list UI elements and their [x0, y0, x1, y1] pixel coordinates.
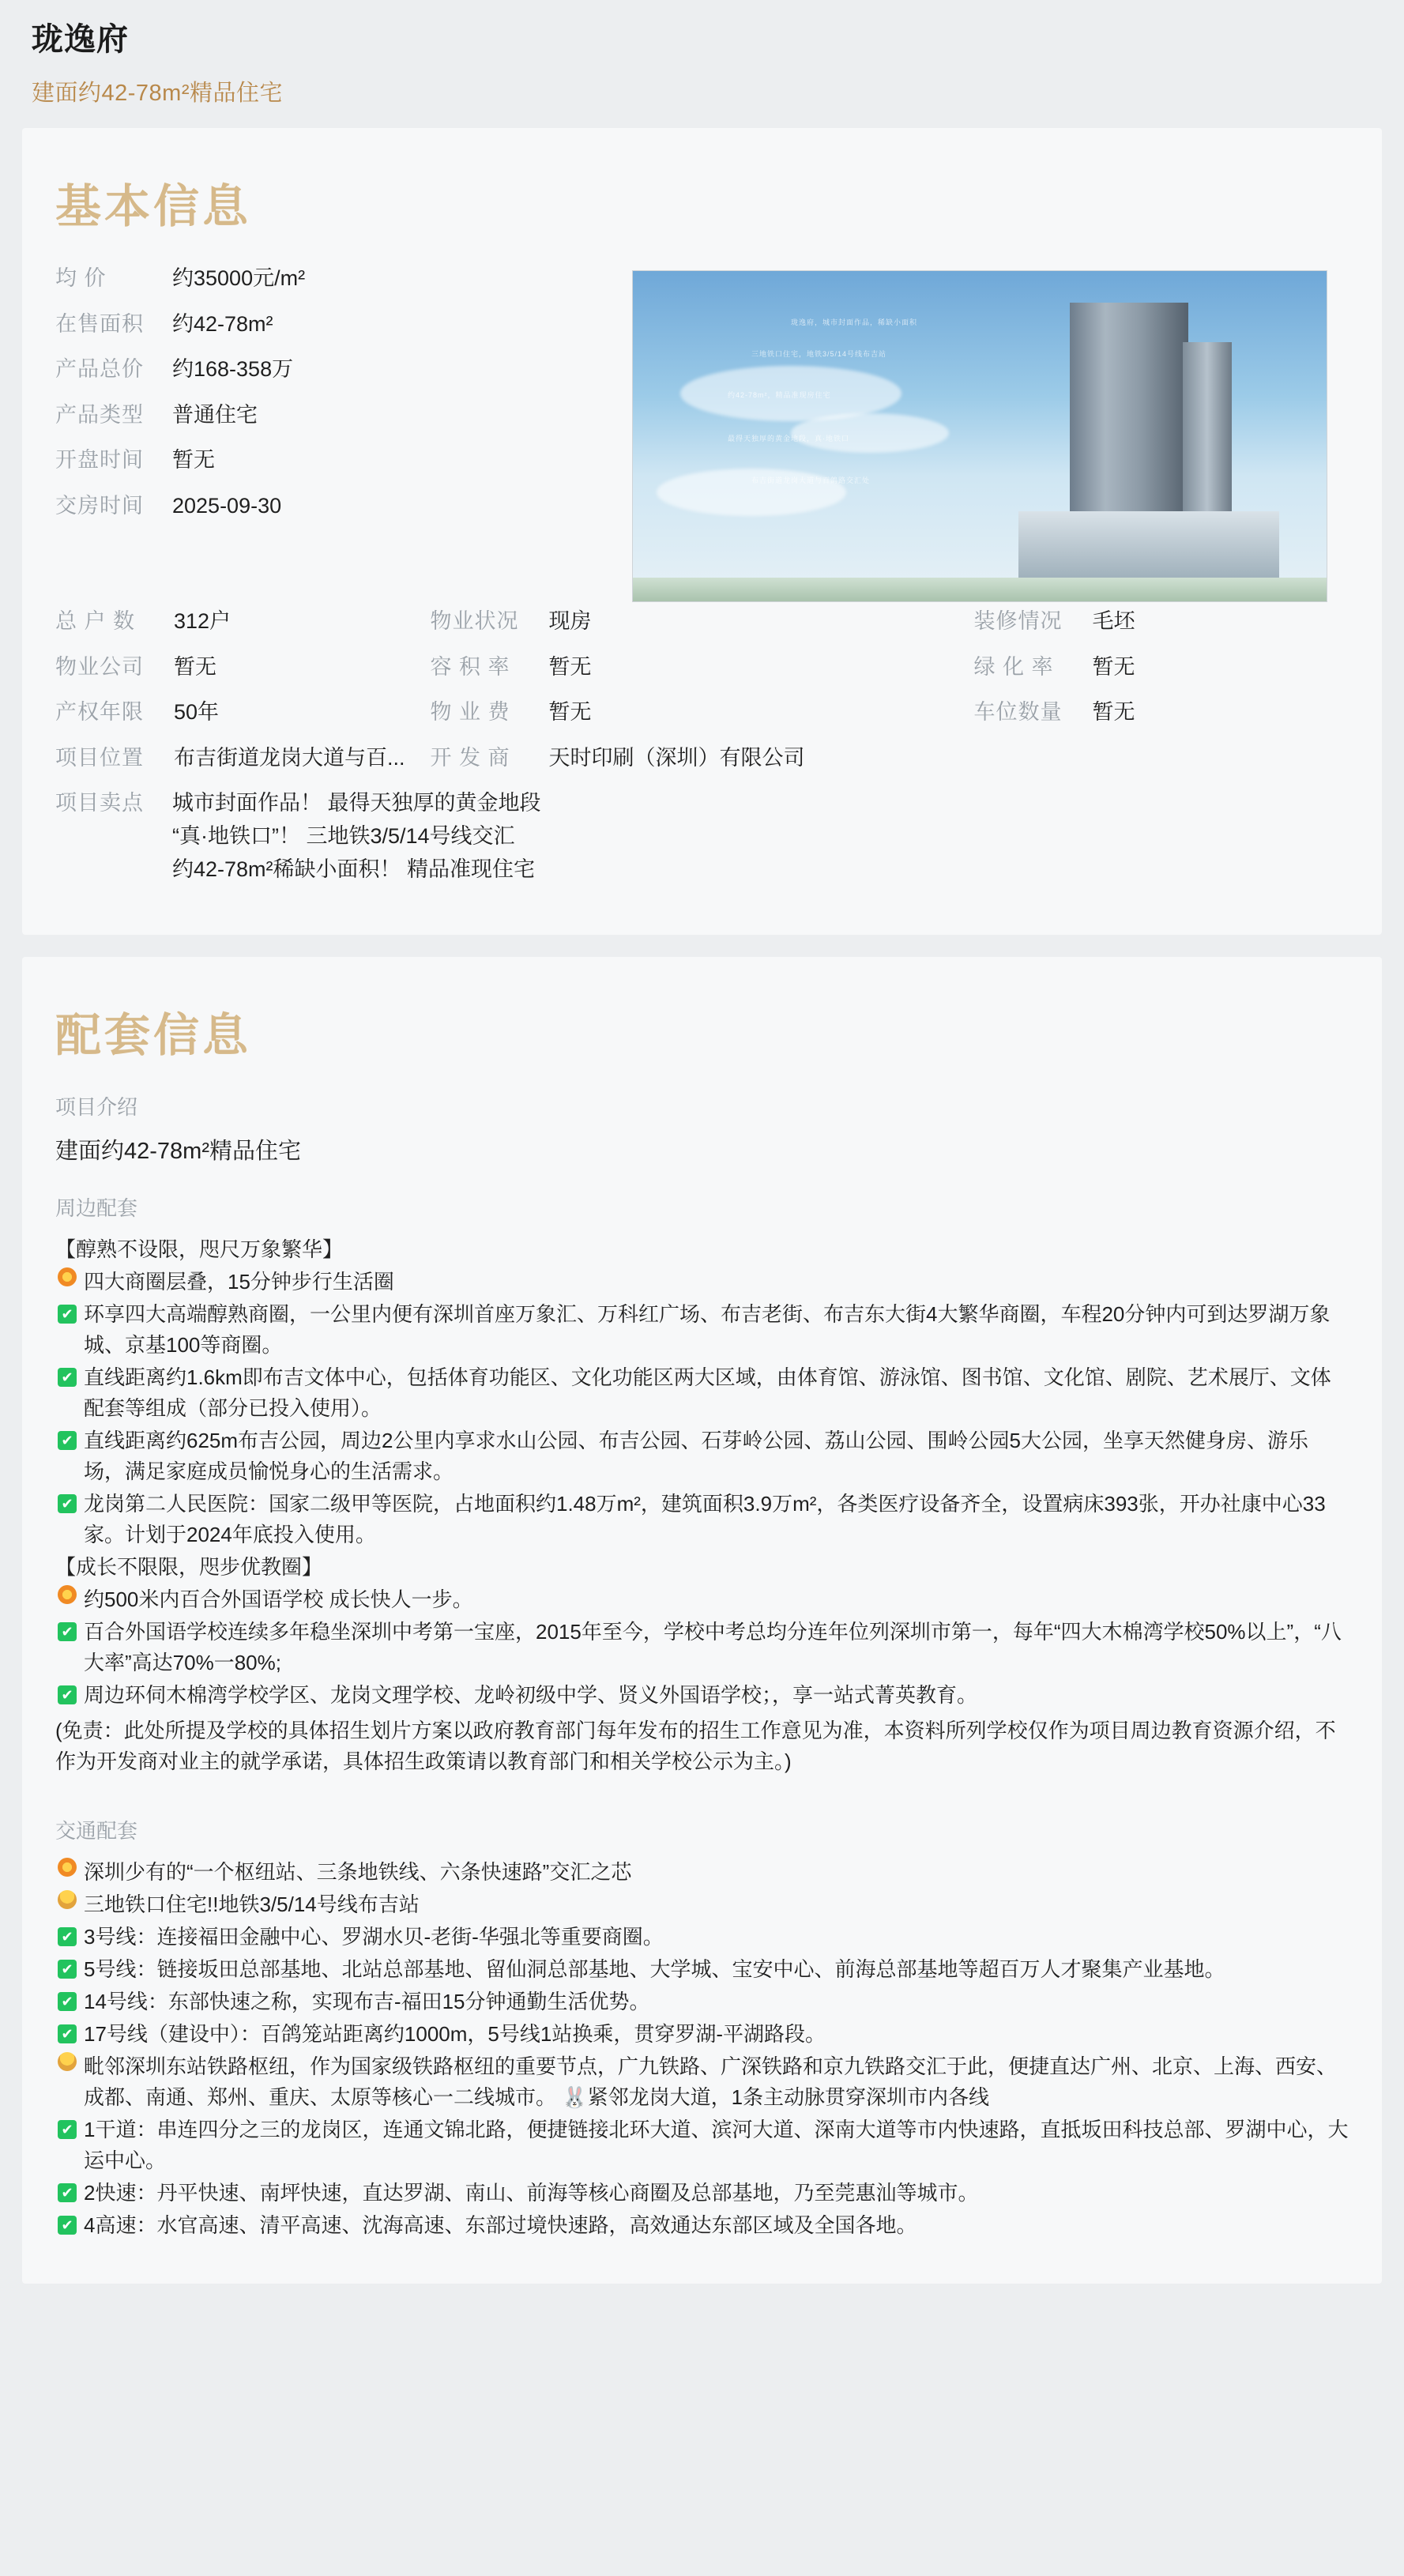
- list-item-text: 四大商圈层叠，15分钟步行生活圈: [84, 1269, 394, 1294]
- list-item: [55, 1922, 1349, 1953]
- list-item-text: 约500米内百合外国语学校 成长快人一步。: [84, 1587, 473, 1611]
- info-row: [55, 605, 431, 638]
- check-icon: ✔: [55, 1299, 79, 1328]
- list-item-text: 4高速：水官高速、清平高速、沈海高速、东部过境快速路，高效通达东部区域及全国各地。: [84, 2213, 917, 2237]
- info-value: 天时印刷（深圳）有限公司: [548, 745, 805, 770]
- grid-column: [431, 605, 974, 787]
- list-item: [55, 1299, 1349, 1361]
- info-value: 暂无: [172, 448, 215, 472]
- rendering-annotation: 珑逸府，城市封面作品，稀缺小面积: [791, 318, 918, 326]
- sell-points-value: [172, 787, 541, 887]
- info-row: [974, 651, 1349, 684]
- list-item: [55, 1987, 1349, 2017]
- check-icon: ✔: [55, 1489, 79, 1517]
- ground-shape: [633, 578, 1327, 601]
- list-item: [55, 1954, 1349, 1985]
- around-facility-label: 周边配套: [55, 1196, 138, 1220]
- basic-info-title: 基本信息: [55, 181, 252, 232]
- list-item-text: 环享四大高端醇熟商圈，一公里内便有深圳首座万象汇、万科红广场、布吉老街、布吉东大街4大繁华商圈，车程20分钟内可到达罗湖万象城、京基100等商圈。: [84, 1301, 1331, 1357]
- facility-info-card: [22, 957, 1382, 2284]
- info-value: 暂无: [548, 700, 592, 724]
- info-value: 约35000元/m²: [172, 266, 306, 290]
- list-item: [55, 1489, 1349, 1550]
- list-item-text: 14号线：东部快速之称，实现布吉-福田15分钟通勤生活优势。: [84, 1989, 650, 2013]
- info-label: 交房时间: [55, 493, 144, 518]
- sell-point-line: 约42-78m²稀缺小面积！ 精品准现住宅: [172, 857, 536, 881]
- info-label: 产品总价: [55, 357, 144, 381]
- info-value: 普通住宅: [172, 402, 258, 427]
- list-item-text: 17号线（建设中）：百鸽笼站距离约1000m，5号线1站换乘，贯穿罗湖-平湖路段。: [84, 2021, 826, 2046]
- list-item-text: 直线距离约1.6km即布吉文体中心，包括体育功能区、文化功能区两大区域，由体育馆、游泳馆、图书馆、文化馆、剧院、艺术展厅、文体配套等组成（部分已投入使用）。: [84, 1365, 1331, 1420]
- info-row: [55, 444, 608, 476]
- info-label: 产品类型: [55, 402, 144, 427]
- info-value: 312户: [174, 609, 231, 633]
- info-label: 物业状况: [430, 609, 519, 633]
- education-disclaimer: (免责：此处所提及学校的具体招生划片方案以政府教育部门每年发布的招生工作意见为准，本资料所列学校仅作为项目周边教育资源介绍，不作为开发商对业主的就学承诺，具体招生政策请以教育部门和相关学校公示为主。): [55, 1718, 1336, 1773]
- check-icon: ✔: [55, 2178, 79, 2206]
- info-value: 暂无: [1092, 654, 1135, 679]
- list-item: [55, 1584, 1349, 1615]
- list-item-text: 2快速：丹平快速、南坪快速，直达罗湖、南山、前海等核心商圈及总部基地，乃至莞惠汕等城市。: [84, 2180, 979, 2205]
- check-icon: ✔: [55, 1987, 79, 2015]
- podium-shape: [1018, 511, 1279, 579]
- list-item: [55, 2051, 1349, 2113]
- info-label: 均 价: [55, 266, 107, 290]
- list-item: 【醇熟不设限，咫尺万象繁华】: [55, 1237, 344, 1261]
- info-label: 装修情况: [973, 609, 1063, 633]
- check-icon: ✔: [55, 2115, 79, 2143]
- list-item: [55, 2210, 1349, 2241]
- info-row: [55, 742, 431, 774]
- basic-info-left-column: [55, 262, 608, 535]
- info-label: 车位数量: [973, 700, 1063, 724]
- flower-icon: [55, 1857, 79, 1885]
- intro-text: 建面约42-78m²精品住宅: [55, 1138, 301, 1164]
- info-value: 暂无: [548, 654, 592, 679]
- info-label: 绿 化 率: [973, 654, 1054, 679]
- info-row: [55, 353, 608, 386]
- list-item-text: 三地铁口住宅!!地铁3/5/14号线布吉站: [84, 1892, 420, 1916]
- grid-column: [55, 605, 431, 787]
- info-row: [974, 605, 1349, 638]
- info-row: [55, 262, 608, 295]
- list-item-text: 1干道：串连四分之三的龙岗区，连通文锦北路，便捷链接北环大道、滨河大道、深南大道等市内快速路，直抵坂田科技总部、罗湖中心，大运中心。: [84, 2117, 1349, 2172]
- info-value: 约42-78m²: [172, 311, 273, 336]
- info-label: 物 业 费: [430, 700, 510, 724]
- flower-icon: [55, 1267, 79, 1295]
- info-row: [55, 308, 608, 341]
- list-item-text: 百合外国语学校连续多年稳坐深圳中考第一宝座，2015年至今，学校中考总均分连年位列深圳市第一，每年“四大木棉湾学校50%以上”，“八大率”高达70%一80%;: [84, 1619, 1342, 1674]
- sell-point-line: 城市封面作品！ 最得天独厚的黄金地段: [172, 791, 541, 815]
- facility-info-title: 配套信息: [55, 1009, 252, 1061]
- list-item: [55, 2178, 1349, 2209]
- info-label: 容 积 率: [430, 654, 510, 679]
- page-subtitle: 建面约42-78m²精品住宅: [32, 81, 283, 106]
- info-value: 约168-358万: [172, 357, 294, 381]
- info-label: 物业公司: [55, 654, 144, 679]
- info-value: 现房: [548, 609, 592, 633]
- sell-point-line: “真·地铁口”！ 三地铁3/5/14号线交汇: [172, 823, 515, 848]
- intro-label: 项目介绍: [55, 1094, 138, 1119]
- info-value: 2025-09-30: [172, 493, 282, 518]
- page-header: [0, 0, 1404, 128]
- list-item-text: 周边环伺木棉湾学校学区、龙岗文理学校、龙岭初级中学、贤义外国语学校；，享一站式菁英教育。: [84, 1682, 978, 1707]
- info-label: 在售面积: [55, 311, 144, 336]
- info-label: 产权年限: [55, 700, 144, 724]
- info-row: [431, 696, 974, 729]
- list-item: [55, 1425, 1349, 1487]
- rendering-annotation: 最得天独厚的黄金地段，真·地铁口: [728, 435, 849, 443]
- list-item-text: 毗邻深圳东站铁路枢纽，作为国家级铁路枢纽的重要节点，广九铁路、广深铁路和京九铁路交汇于此，便捷直达广州、北京、上海、西安、成都、南通、郑州、重庆、太原等核心一二线城市。 🐰紧邻龙岗大道，1条主动脉贯穿深圳市内各线: [84, 2054, 1338, 2109]
- list-item: [55, 2019, 1349, 2050]
- info-row: [431, 742, 974, 774]
- list-item: [55, 2115, 1349, 2176]
- rendering-annotation: 布吉街道龙岗大道与百鸽路交汇处: [751, 476, 871, 484]
- info-row: [55, 399, 608, 431]
- check-icon: ✔: [55, 1362, 79, 1391]
- page-title: 珑逸府: [32, 22, 129, 57]
- list-item: [55, 1889, 1349, 1920]
- medal-icon: [55, 1889, 79, 1918]
- flower-icon: [55, 1584, 79, 1613]
- check-icon: ✔: [55, 1954, 79, 1983]
- rendering-annotation: 三地铁口住宅，地铁3/5/14号线布吉站: [751, 350, 887, 358]
- basic-info-hero-column: [608, 262, 1349, 602]
- info-row: [55, 490, 608, 522]
- info-row: [974, 696, 1349, 729]
- project-rendering-image: [632, 270, 1327, 602]
- list-item: [55, 1857, 1349, 1888]
- list-item: [55, 1617, 1349, 1678]
- info-label: 开盘时间: [55, 448, 144, 472]
- sell-points-row: [55, 787, 1349, 887]
- around-facility-list: [55, 1234, 1349, 1777]
- info-value: 毛坯: [1092, 609, 1135, 633]
- basic-info-grid-row: [55, 605, 1349, 787]
- list-item: [55, 1680, 1349, 1711]
- list-item-text: 龙岗第二人民医院：国家二级甲等医院，占地面积约1.48万m²，建筑面积3.9万m²，各类医疗设备齐全，设置病床393张，开办社康中心33家。计划于2024年底投入使用。: [84, 1491, 1326, 1546]
- list-item: [55, 1362, 1349, 1424]
- medal-icon: [55, 2051, 79, 2080]
- info-value: 布吉街道龙岗大道与百...: [174, 745, 405, 770]
- info-row: [431, 651, 974, 684]
- info-row: [431, 605, 974, 638]
- info-label: 总 户 数: [55, 609, 136, 633]
- list-item-text: 直线距离约625m布吉公园，周边2公里内享求水山公园、布吉公园、石芽岭公园、荔山公园、围岭公园5大公园，坐享天然健身房、游乐场，满足家庭成员愉悦身心的生活需求。: [84, 1428, 1308, 1483]
- check-icon: ✔: [55, 2019, 79, 2047]
- info-row: [55, 696, 431, 729]
- info-value: 50年: [174, 700, 220, 724]
- list-item: 【成长不限限，咫步优教圈】: [55, 1554, 323, 1579]
- sell-points-label: 项目卖点: [55, 791, 144, 815]
- traffic-facility-list: [55, 1857, 1349, 2241]
- traffic-facility-label: 交通配套: [55, 1818, 138, 1843]
- list-item-text: 5号线：链接坂田总部基地、北站总部基地、留仙洞总部基地、大学城、宝安中心、前海总部基地等超百万人才聚集产业基地。: [84, 1956, 1225, 1981]
- list-item-text: 深圳少有的“一个枢纽站、三条地铁线、六条快速路”交汇之芯: [84, 1859, 632, 1884]
- list-item: [55, 1267, 1349, 1297]
- check-icon: ✔: [55, 1617, 79, 1645]
- rendering-annotation: 约42-78m²，精品准现房住宅: [728, 391, 831, 399]
- list-item-text: 3号线：连接福田金融中心、罗湖水贝-老街-华强北等重要商圈。: [84, 1924, 664, 1949]
- info-value: 暂无: [1092, 700, 1135, 724]
- info-label: 项目位置: [55, 745, 144, 770]
- info-label: 开 发 商: [430, 745, 510, 770]
- check-icon: ✔: [55, 1680, 79, 1708]
- info-row: [55, 651, 431, 684]
- check-icon: ✔: [55, 1922, 79, 1950]
- basic-info-card: [22, 128, 1382, 935]
- grid-column: [974, 605, 1349, 787]
- check-icon: ✔: [55, 1425, 79, 1454]
- check-icon: ✔: [55, 2210, 79, 2239]
- info-value: 暂无: [174, 654, 216, 679]
